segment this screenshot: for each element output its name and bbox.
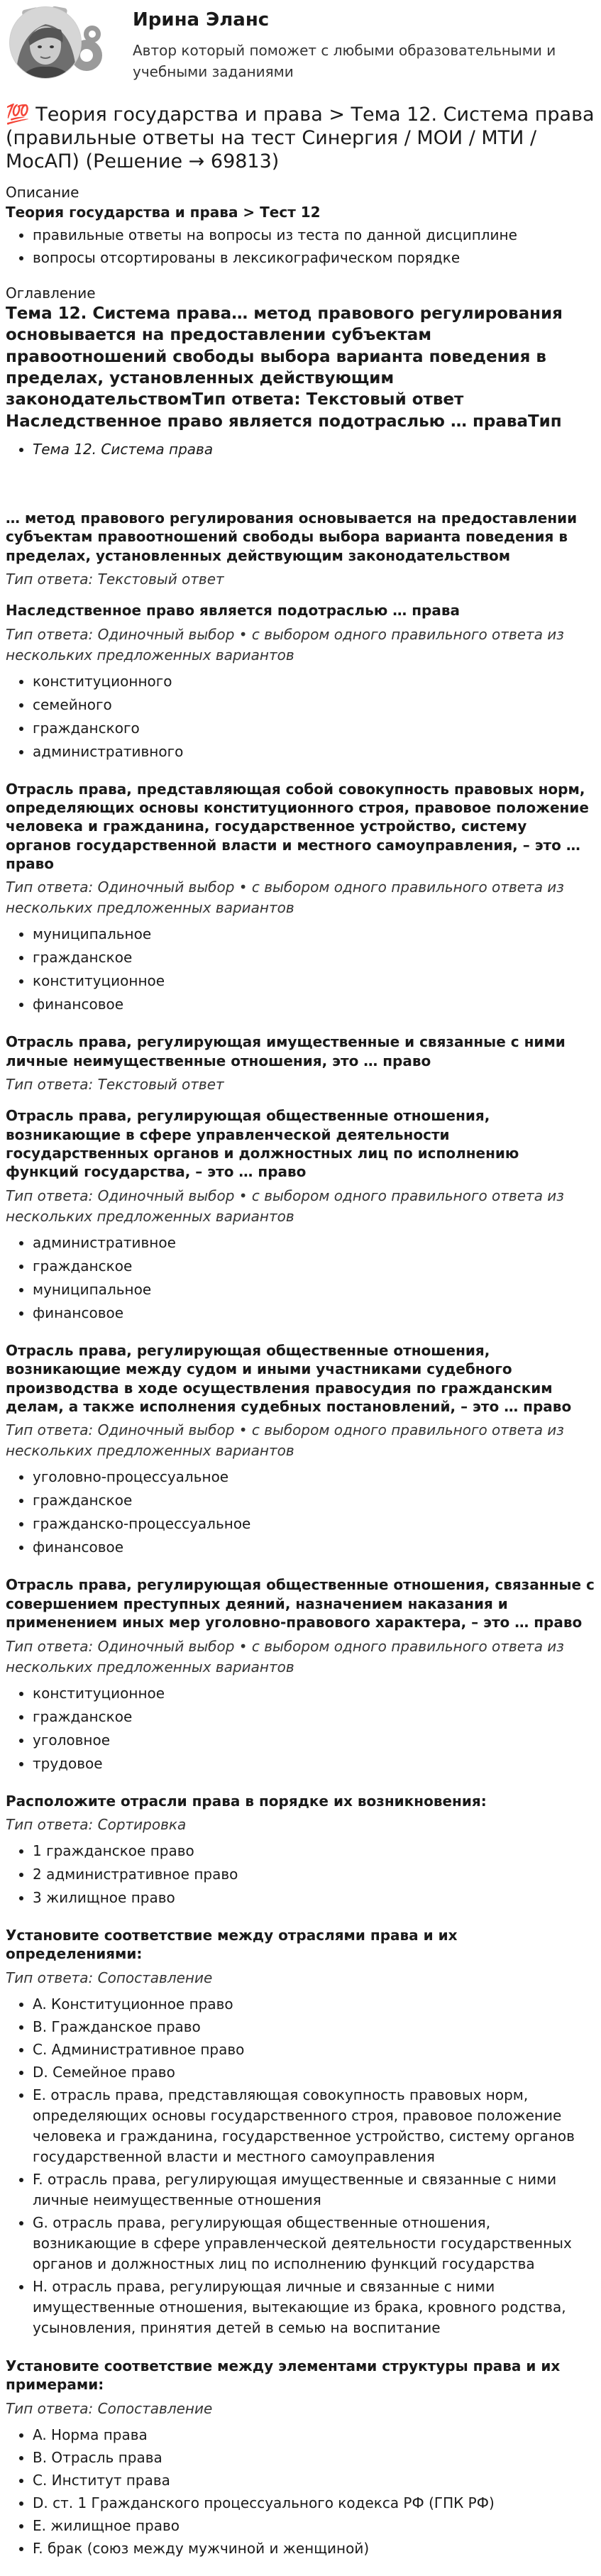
description-list <box>6 225 595 268</box>
question-text: Расположите отрасли права в порядке их возникновения: <box>6 1792 487 1810</box>
answer-type: Тип ответа: Одиночный выбор • с выбором одного правильного ответа из нескольких предложенных вариантов <box>6 1421 564 1460</box>
answer-option: • C. Административное право <box>33 2040 595 2060</box>
question-text: … метод правового регулирования основывается на предоставлении субъектам правоотношений свободы выбора варианта поведения в пределах, установленных действующим законодательством <box>6 509 578 564</box>
author-header <box>6 0 595 89</box>
question <box>6 780 595 1015</box>
answer-option: • гражданско-процессуальное <box>33 1514 595 1534</box>
avatar[interactable] <box>9 6 104 79</box>
question <box>6 1575 595 1773</box>
answer-option: • финансовое <box>33 994 595 1014</box>
answer-option: • D. Семейное право <box>33 2062 595 2083</box>
answer-list <box>6 1233 595 1323</box>
author-description: Автор который поможет с любыми образовательными и учебными заданиями <box>133 42 556 81</box>
answer-option: • семейного <box>33 695 595 715</box>
answer-option: • финансовое <box>33 1303 595 1323</box>
answer-option: • гражданское <box>33 947 595 967</box>
answer-list <box>6 1841 595 1908</box>
answer-type: Тип ответа: Одиночный выбор • с выбором одного правильного ответа из нескольких предложенных вариантов <box>6 1187 564 1225</box>
answer-option: • конституционное <box>33 971 595 991</box>
answer-option: • 1 гражданское право <box>33 1841 595 1861</box>
answer-option: • гражданское <box>33 1490 595 1510</box>
answer-option: • административного <box>33 742 595 761</box>
questions <box>6 509 595 2559</box>
answer-list <box>6 1994 595 2338</box>
question <box>6 1106 595 1323</box>
answer-type: Тип ответа: Сортировка <box>6 1815 187 1833</box>
toc-label: Оглавление <box>6 284 96 302</box>
answer-option: • D. ст. 1 Гражданского процессуального кодекса РФ (ГПК РФ) <box>33 2493 595 2514</box>
author-name[interactable]: Ирина Эланс <box>133 9 270 31</box>
answer-option: • A. Норма права <box>33 2425 595 2445</box>
question <box>6 1033 595 1095</box>
list-item: • правильные ответы на вопросы из теста по данной дисциплине <box>33 225 595 245</box>
page-title: 💯 Теория государства и права > Тема 12. Система права (правильные ответы на тест Синергия / МОИ / МТИ / МосАП) (Решение → 69813) <box>6 104 595 172</box>
answer-option: • уголовное <box>33 1730 595 1750</box>
answer-option: • муниципальное <box>33 1279 595 1299</box>
answer-option: • E. отрасль права, представляющая совокупность правовых норм, определяющих основы государственного строя, правовое положение человека и гражданина, государственное устройство, систему органов государственной власти и местного самоуправления <box>33 2085 595 2167</box>
answer-list <box>6 2425 595 2559</box>
toc-item[interactable]: • Тема 12. Система права <box>33 439 595 459</box>
answer-option: • административное <box>33 1233 595 1253</box>
answer-option: • гражданское <box>33 1707 595 1727</box>
question <box>6 1792 595 1908</box>
question-text: Отрасль права, представляющая собой совокупность правовых норм, определяющих основы конституционного строя, правовое положение человека и гражданина, государственное устройство, систему органов государственной власти и местного самоуправления, – это … право <box>6 780 589 873</box>
list-item: • вопросы отсортированы в лексикографическом порядке <box>33 248 595 268</box>
answer-option: • финансовое <box>33 1537 595 1557</box>
author-info <box>133 6 595 82</box>
question <box>6 1341 595 1558</box>
answer-option: • конституционное <box>33 1683 595 1703</box>
answer-option: • A. Конституционное право <box>33 1994 595 2015</box>
answer-option: • гражданское <box>33 1256 595 1276</box>
question <box>6 509 595 590</box>
answer-option: • трудовое <box>33 1754 595 1773</box>
answer-option: • H. отрасль права, регулирующая личные и связанные с ними имущественные отношения, вытекающие из брака, кровного родства, усыновления, принятия детей в семью на воспитание <box>33 2277 595 2338</box>
question <box>6 2357 595 2559</box>
answer-option: • конституционного <box>33 671 595 691</box>
question-text: Отрасль права, регулирующая общественные отношения, связанные с совершением преступных деяний, назначением наказания и применением иных мер уголовно-правового характера, – это … право <box>6 1576 595 1631</box>
answer-list <box>6 1683 595 1773</box>
answer-type: Тип ответа: Сопоставление <box>6 2399 213 2417</box>
answer-list <box>6 924 595 1014</box>
answer-option: • F. брак (союз между мужчиной и женщиной) <box>33 2538 595 2559</box>
answer-type: Тип ответа: Текстовый ответ <box>6 571 224 588</box>
answer-type: Тип ответа: Одиночный выбор • с выбором одного правильного ответа из нескольких предложенных вариантов <box>6 625 564 664</box>
question <box>6 601 595 761</box>
answer-type: Тип ответа: Сопоставление <box>6 1969 213 1986</box>
answer-option: • B. Гражданское право <box>33 2017 595 2037</box>
description-subtitle: Теория государства и права > Тест 12 <box>6 203 321 221</box>
question-text: Установите соответствие между элементами структуры права и их примерами: <box>6 2357 561 2394</box>
question-text: Наследственное право является подотраслью … права <box>6 602 460 620</box>
toc-title: Тема 12. Система права… метод правового регулирования основывается на предоставлении субъектам правоотношений свободы выбора варианта поведения в пределах, установленных действующим законодательствомТип ответа: Текстовый ответ Наследственное право является подотраслью … праваТип <box>6 304 563 431</box>
answer-option: • E. жилищное право <box>33 2516 595 2536</box>
description-section <box>6 182 595 268</box>
answer-option: • 2 административное право <box>33 1864 595 1884</box>
toc-section <box>6 283 595 459</box>
answer-option: • 3 жилищное право <box>33 1888 595 1908</box>
author-photo-icon <box>9 6 104 79</box>
answer-list <box>6 1467 595 1557</box>
question <box>6 1926 595 2338</box>
description-label: Описание <box>6 183 79 201</box>
answer-option: • C. Институт права <box>33 2470 595 2491</box>
answer-option: • G. отрасль права, регулирующая общественные отношения, возникающие в сфере управленческой деятельности государственных органов и должностных лиц по исполнению функций государства <box>33 2213 595 2274</box>
question-text: Установите соответствие между отраслями права и их определениями: <box>6 1926 458 1963</box>
answer-option: • гражданского <box>33 718 595 738</box>
answer-option: • B. Отрасль права <box>33 2448 595 2468</box>
answer-type: Тип ответа: Текстовый ответ <box>6 1076 224 1094</box>
toc-list <box>6 439 595 459</box>
answer-option: • F. отрасль права, регулирующая имущественные и связанные с ними личные неимущественные отношения <box>33 2169 595 2211</box>
answer-type: Тип ответа: Одиночный выбор • с выбором одного правильного ответа из нескольких предложенных вариантов <box>6 879 564 917</box>
answer-option: • муниципальное <box>33 924 595 944</box>
question-text: Отрасль права, регулирующая имущественные и связанные с ними личные неимущественные отношения, это … право <box>6 1033 566 1069</box>
question-text: Отрасль права, регулирующая общественные отношения, возникающие в сфере управленческой деятельности государственных органов и должностных лиц по исполнению функций государства, – это … право <box>6 1107 519 1181</box>
answer-option: • уголовно-процессуальное <box>33 1467 595 1487</box>
answer-type: Тип ответа: Одиночный выбор • с выбором одного правильного ответа из нескольких предложенных вариантов <box>6 1637 564 1675</box>
answer-list <box>6 671 595 761</box>
question-text: Отрасль права, регулирующая общественные отношения, возникающие между судом и иными участниками судебного производства в ходе осуществления правосудия по гражданским делам, а также исполнения судебных постановлений, – это … право <box>6 1341 572 1415</box>
